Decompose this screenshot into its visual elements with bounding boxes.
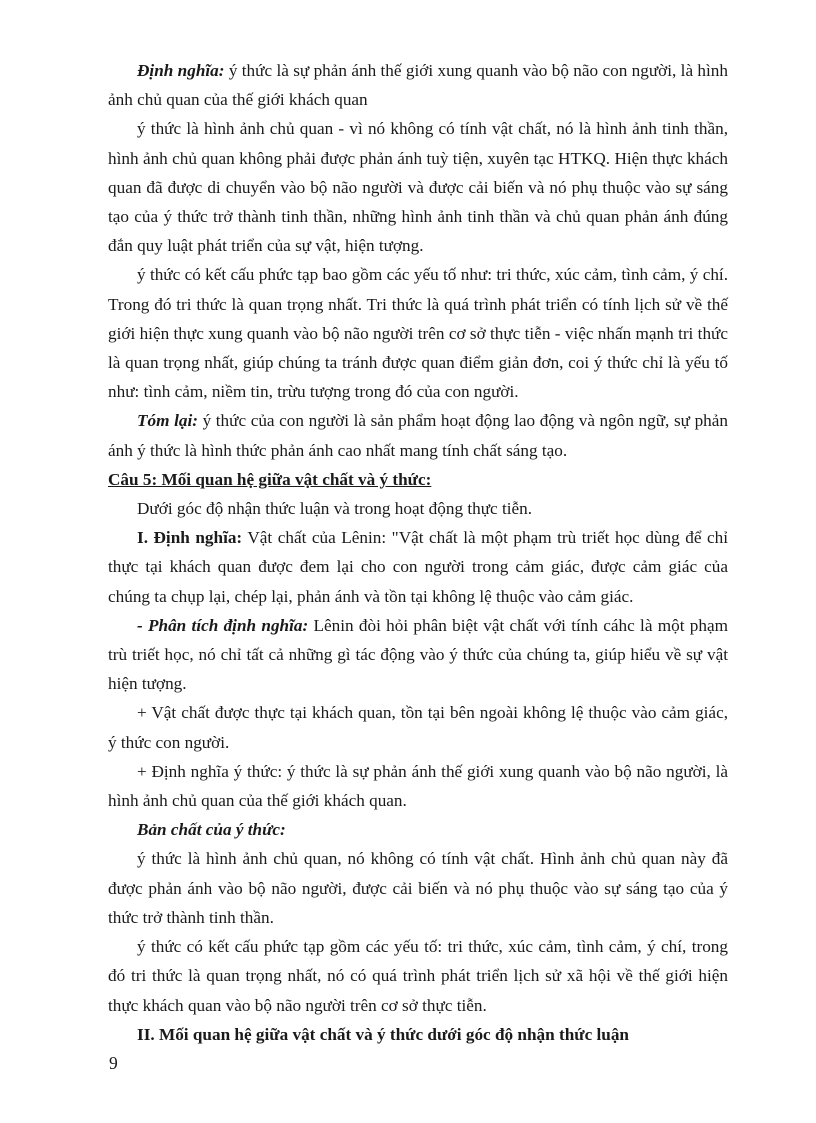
lead-definition: Định nghĩa: <box>137 61 225 80</box>
paragraph-text: Dưới góc độ nhận thức luận và trong hoạt động thực tiễn. <box>137 499 533 519</box>
paragraph-text: Lênin đòi hỏi phân biệt vật chất với tính cáhc là một phạm trù triết học, nó chỉ tất cả những gì tác động vào ý thức của chúng ta, giúp hiểu về sự vật hiện tượng. <box>108 615 728 694</box>
paragraph-structure <box>108 260 728 406</box>
paragraph-text: ý thức của con người là sản phẩm hoạt động lao động và ngôn ngữ, sự phản ánh ý thức là hình thức phản ánh cao nhất mang tính chất sáng tạo. <box>108 411 728 460</box>
paragraph-text: Vật chất của Lênin: "Vật chất là một phạm trù triết học dùng để chỉ thực tại khách quan được đem lại cho con người trong cảm giác, được cảm giác của chúng ta chụp lại, chép lại, phản ánh và tồn tại không lệ thuộc vào cảm giác. <box>108 528 728 606</box>
paragraph-perspective <box>108 494 728 523</box>
paragraph-bullet-consciousness <box>108 757 728 815</box>
paragraph-summary <box>108 406 728 464</box>
paragraph-section-ii <box>108 1020 728 1049</box>
lead-analysis: - Phân tích định nghĩa: <box>137 615 309 635</box>
paragraph-essence-heading <box>108 815 728 844</box>
paragraph-text: ý thức là hình ảnh chủ quan - vì nó không có tính vật chất, nó là hình ảnh tinh thần, hình ảnh chủ quan không phải được phản ánh tuỳ tiện, xuyên tạc HTKQ. Hiện thực khách quan đã được di chuyển vào bộ não người và được cải biến và nó phụ thuộc vào sự sáng tạo của ý thức trở thành tinh thần, những hình ảnh tinh thần và chủ quan phản ánh đúng đắn quy luật phát triển của sự vật, hiện tượng. <box>108 119 728 256</box>
paragraph-text: + Vật chất được thực tại khách quan, tồn tại bên ngoài không lệ thuộc vào cảm giác, ý thức con người. <box>108 703 728 752</box>
paragraph-text: + Định nghĩa ý thức: ý thức là sự phản ánh thế giới xung quanh vào bộ não người, là hình ảnh chủ quan của thế giới khách quan. <box>108 761 728 811</box>
body-text <box>108 56 728 1049</box>
section-heading <box>108 465 728 494</box>
paragraph-analysis <box>108 611 728 699</box>
lead-summary: Tóm lại: <box>137 411 198 431</box>
paragraph-text: ý thức là sự phản ánh thế giới xung quanh vào bộ não con người, là hình ảnh chủ quan của thế giới khách quan <box>108 61 728 110</box>
paragraph-structure-2 <box>108 932 728 1020</box>
paragraph-text: ý thức là hình ảnh chủ quan, nó không có tính vật chất. Hình ảnh chủ quan này đã được phản ánh vào bộ não người, được cải biến và nó phụ thuộc vào sự sáng tạo của ý thức trở thành tinh thần. <box>108 849 728 927</box>
paragraph-definition-matter <box>108 523 728 611</box>
paragraph-bullet-matter <box>108 698 728 756</box>
heading-section-ii: II. Mối quan hệ giữa vật chất và ý thức dưới góc độ nhận thức luận <box>137 1024 629 1044</box>
lead-essence: Bản chất của ý thức: <box>137 820 286 840</box>
page-number: 9 <box>109 1053 118 1073</box>
paragraph-definition <box>108 56 728 114</box>
paragraph-subjective-image <box>108 114 728 260</box>
paragraph-text: ý thức có kết cấu phức tạp bao gồm các yếu tố như: tri thức, xúc cảm, tình cảm, ý chí. Trong đó tri thức là quan trọng nhất. Tri thức là quá trình phát triển có tính lịch sử về thế giới hiện thực xung quanh vào bộ não người trên cơ sở thực tiễn - việc nhấn mạnh tri thức là quan trọng nhất, giúp chúng ta tránh được quan điểm giản đơn, coi ý thức chỉ là yếu tố như: tình cảm, niềm tin, trừu tượng trong đó của con người. <box>108 265 728 402</box>
heading-question-5: Câu 5: Mối quan hệ giữa vật chất và ý thức: <box>108 469 432 489</box>
lead-definition-matter: I. Định nghĩa: <box>137 528 243 548</box>
paragraph-text: ý thức có kết cấu phức tạp gồm các yếu tố: tri thức, xúc cảm, tình cảm, ý chí, trong đó tri thức là quan trọng nhất, nó có quá trình phát triển lịch sử xã hội về thế giới hiện thực khách quan vào bộ não người trên cơ sở thực tiễn. <box>108 937 728 1015</box>
paragraph-essence <box>108 844 728 932</box>
